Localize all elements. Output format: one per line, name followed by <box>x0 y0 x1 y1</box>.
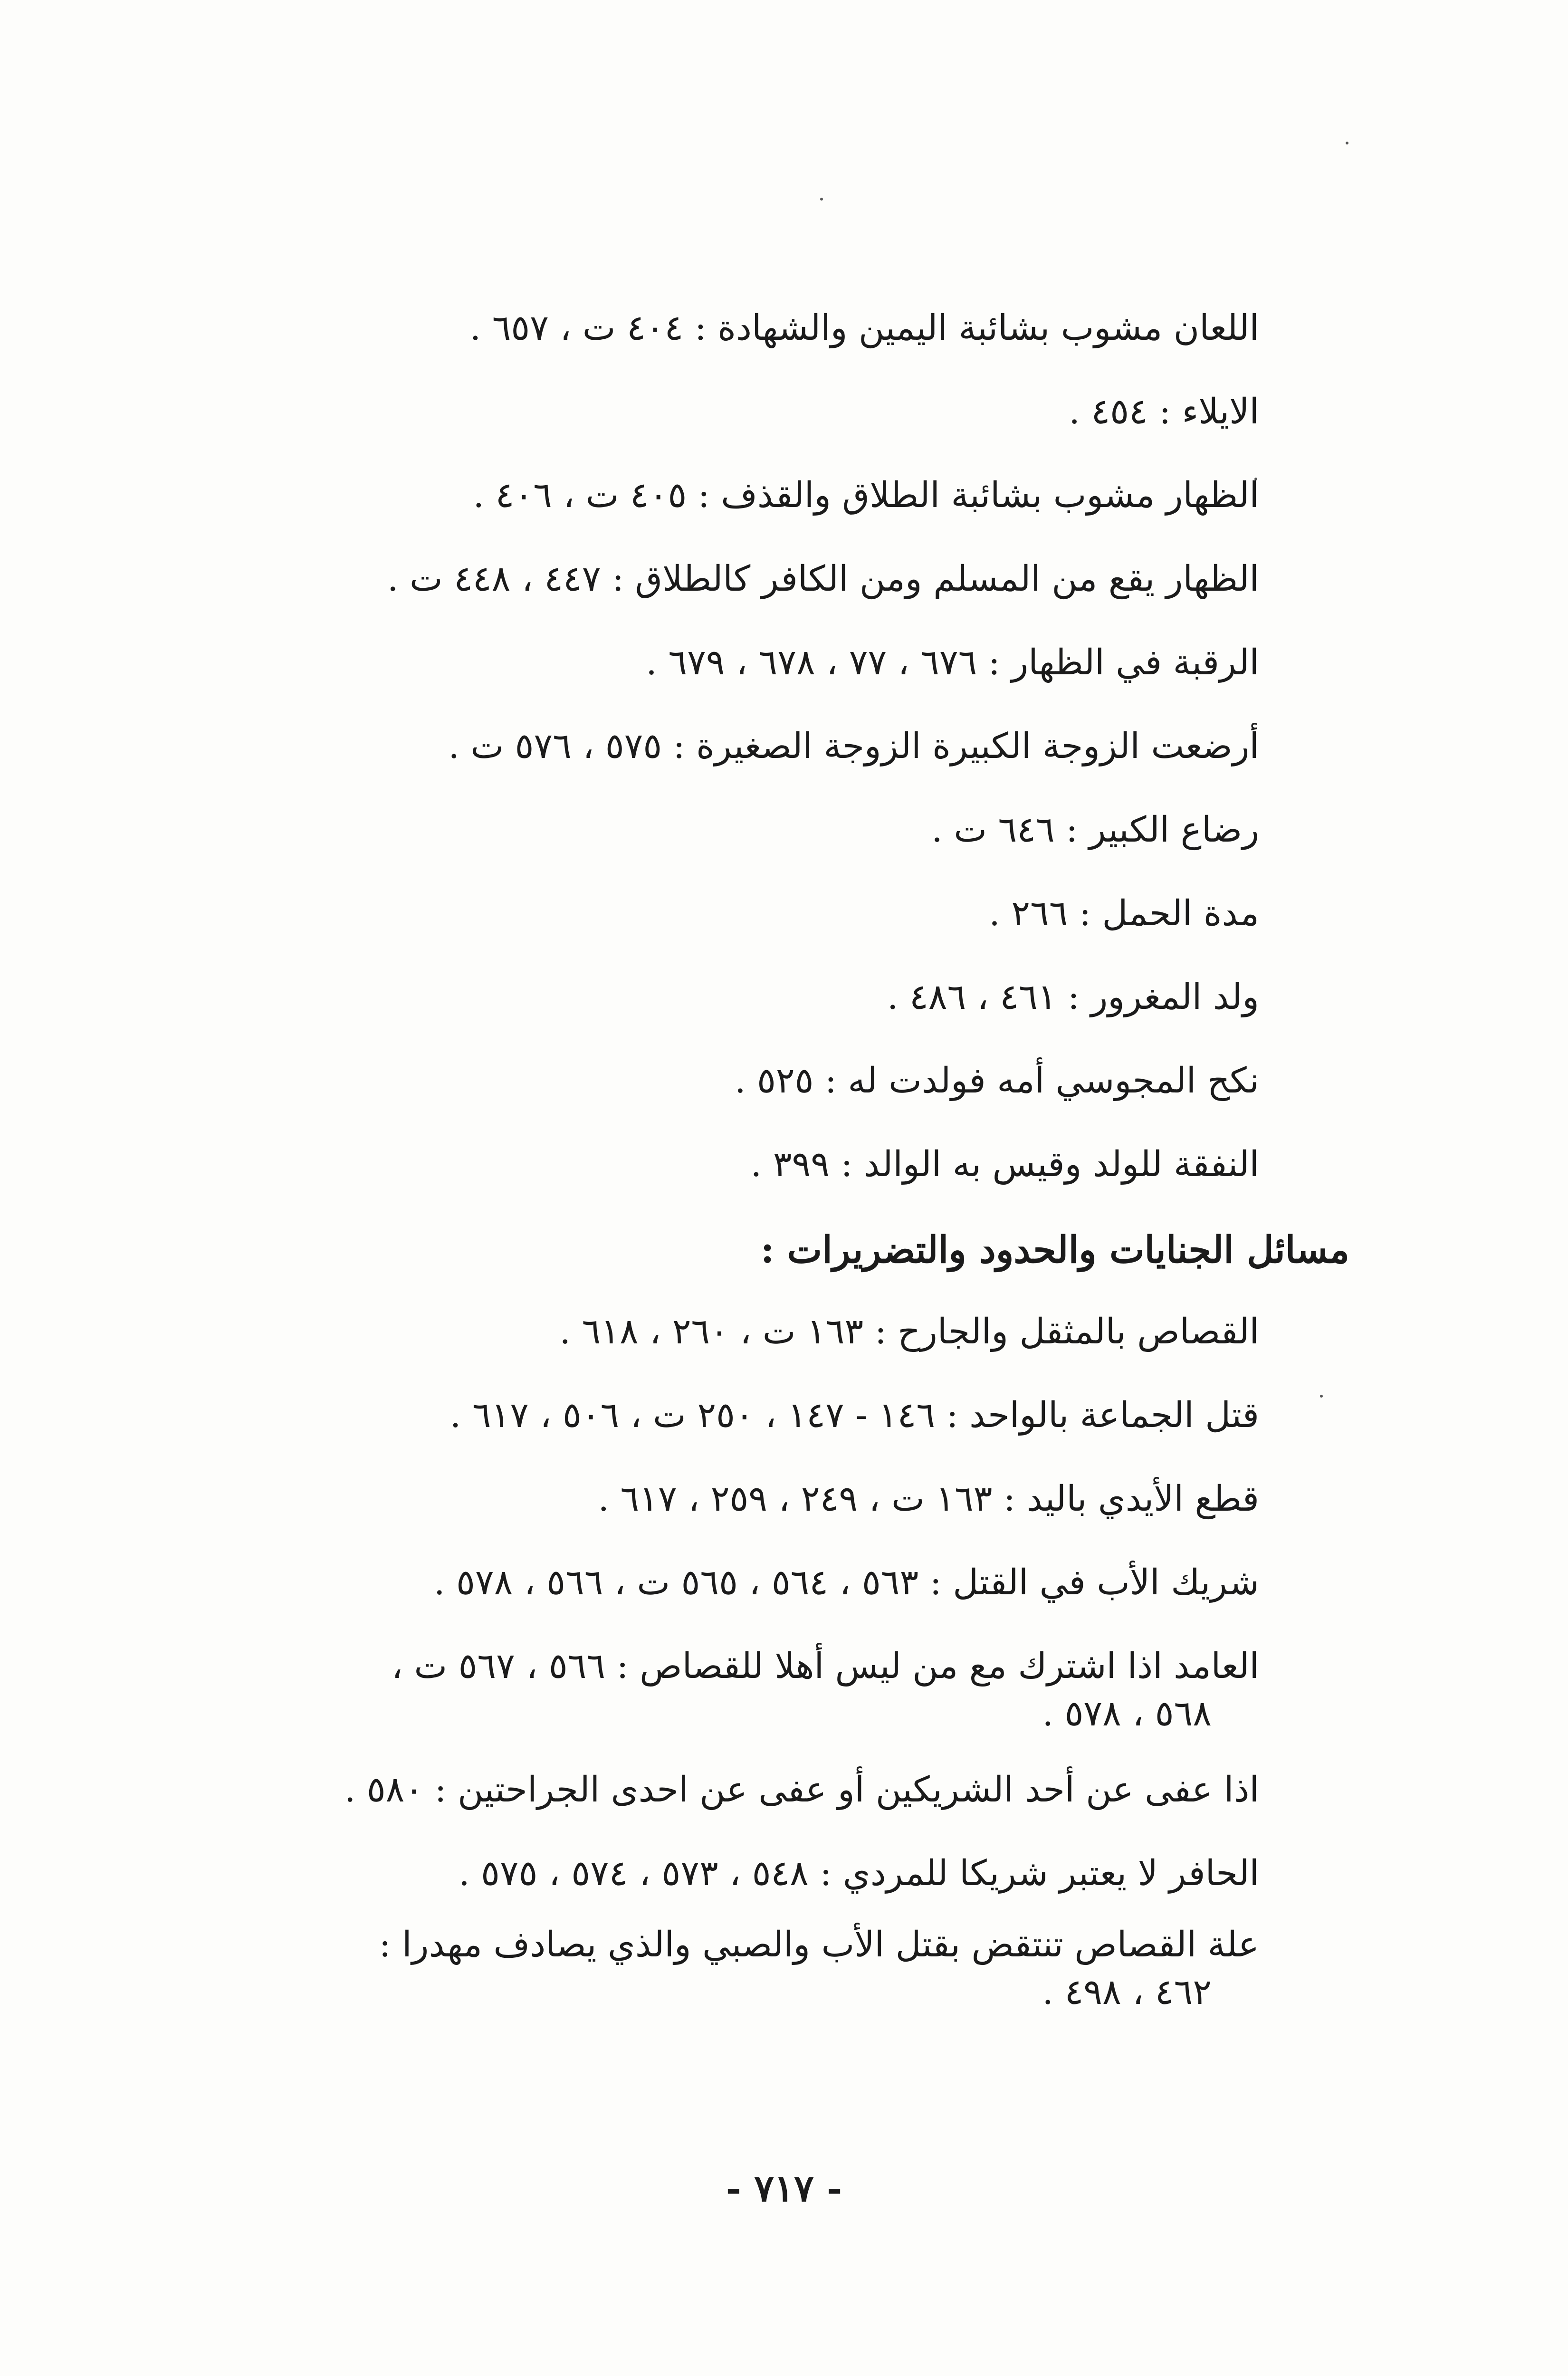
index-entry-line: علة القصاص تنتقض بقتل الأب والصبي والذي يصادف مهدرا : <box>379 1924 1259 1965</box>
index-entry: شريك الأب في القتل : ٥٦٣ ، ٥٦٤ ، ٥٦٥ ت ، ٥٦٦ ، ٥٧٨ . <box>434 1562 1259 1603</box>
section-heading: مسائل الجنايات والحدود والتضريرات : <box>760 1228 1349 1272</box>
index-entry: الرقبة في الظهار : ٦٧٦ ، ٧٧ ، ٦٧٨ ، ٦٧٩ . <box>646 642 1259 683</box>
index-entry: القصاص بالمثقل والجارح : ١٦٣ ت ، ٢٦٠ ، ٦١٨ . <box>559 1311 1259 1352</box>
index-entry: أرضعت الزوجة الكبيرة الزوجة الصغيرة : ٥٧٥ ، ٥٧٦ ت . <box>448 726 1259 766</box>
index-entry: نكح المجوسي أمه فولدت له : ٥٢٥ . <box>735 1060 1259 1101</box>
index-entry: مدة الحمل : ٢٦٦ . <box>989 893 1259 934</box>
index-entry: النفقة للولد وقيس به الوالد : ٣٩٩ . <box>750 1144 1259 1185</box>
scan-speck <box>1320 1395 1323 1398</box>
index-entry-continuation: ٤٦٢ ، ٤٩٨ . <box>1042 1972 1212 2012</box>
index-entry: الحافر لا يعتبر شريكا للمردي : ٥٤٨ ، ٥٧٣ ، ٥٧٤ ، ٥٧٥ . <box>459 1853 1259 1894</box>
index-entry: رضاع الكبير : ٦٤٦ ت . <box>931 809 1259 850</box>
index-entry: اللعان مشوب بشائبة اليمين والشهادة : ٤٠٤ ت ، ٦٥٧ . <box>469 307 1259 348</box>
index-entry: الايلاء : ٤٥٤ . <box>1069 391 1259 432</box>
index-entry: اذا عفى عن أحد الشريكين أو عفى عن احدى الجراحتين : ٥٨٠ . <box>344 1769 1259 1810</box>
scan-speck <box>820 198 823 201</box>
index-entry: قتل الجماعة بالواحد : ١٤٦ - ١٤٧ ، ٢٥٠ ت ، ٥٠٦ ، ٦١٧ . <box>449 1395 1259 1436</box>
index-entry: الظهار يقع من المسلم ومن الكافر كالطلاق : ٤٤٧ ، ٤٤٨ ت . <box>387 558 1259 599</box>
index-entry-continuation: ٥٦٨ ، ٥٧٨ . <box>1042 1693 1212 1734</box>
index-entry-multiline <box>200 1921 1259 2016</box>
index-entry: ولد المغرور : ٤٦١ ، ٤٨٦ . <box>887 977 1259 1017</box>
index-entry: الظهار مشوب بشائبة الطلاق والقذف : ٤٠٥ ت ، ٤٠٦ . <box>473 475 1259 516</box>
index-entry-line: العامد اذا اشترك مع من ليس أهلا للقصاص : ٥٦٦ ، ٥٦٧ ت ، <box>392 1646 1259 1686</box>
index-entry-multiline <box>200 1642 1259 1737</box>
scan-speck <box>1346 142 1348 144</box>
page-number: - ٧١٧ - <box>726 2167 842 2210</box>
index-entry: قطع الأيدي باليد : ١٦٣ ت ، ٢٤٩ ، ٢٥٩ ، ٦١٧ . <box>598 1478 1259 1519</box>
index-entries <box>200 304 1349 2044</box>
